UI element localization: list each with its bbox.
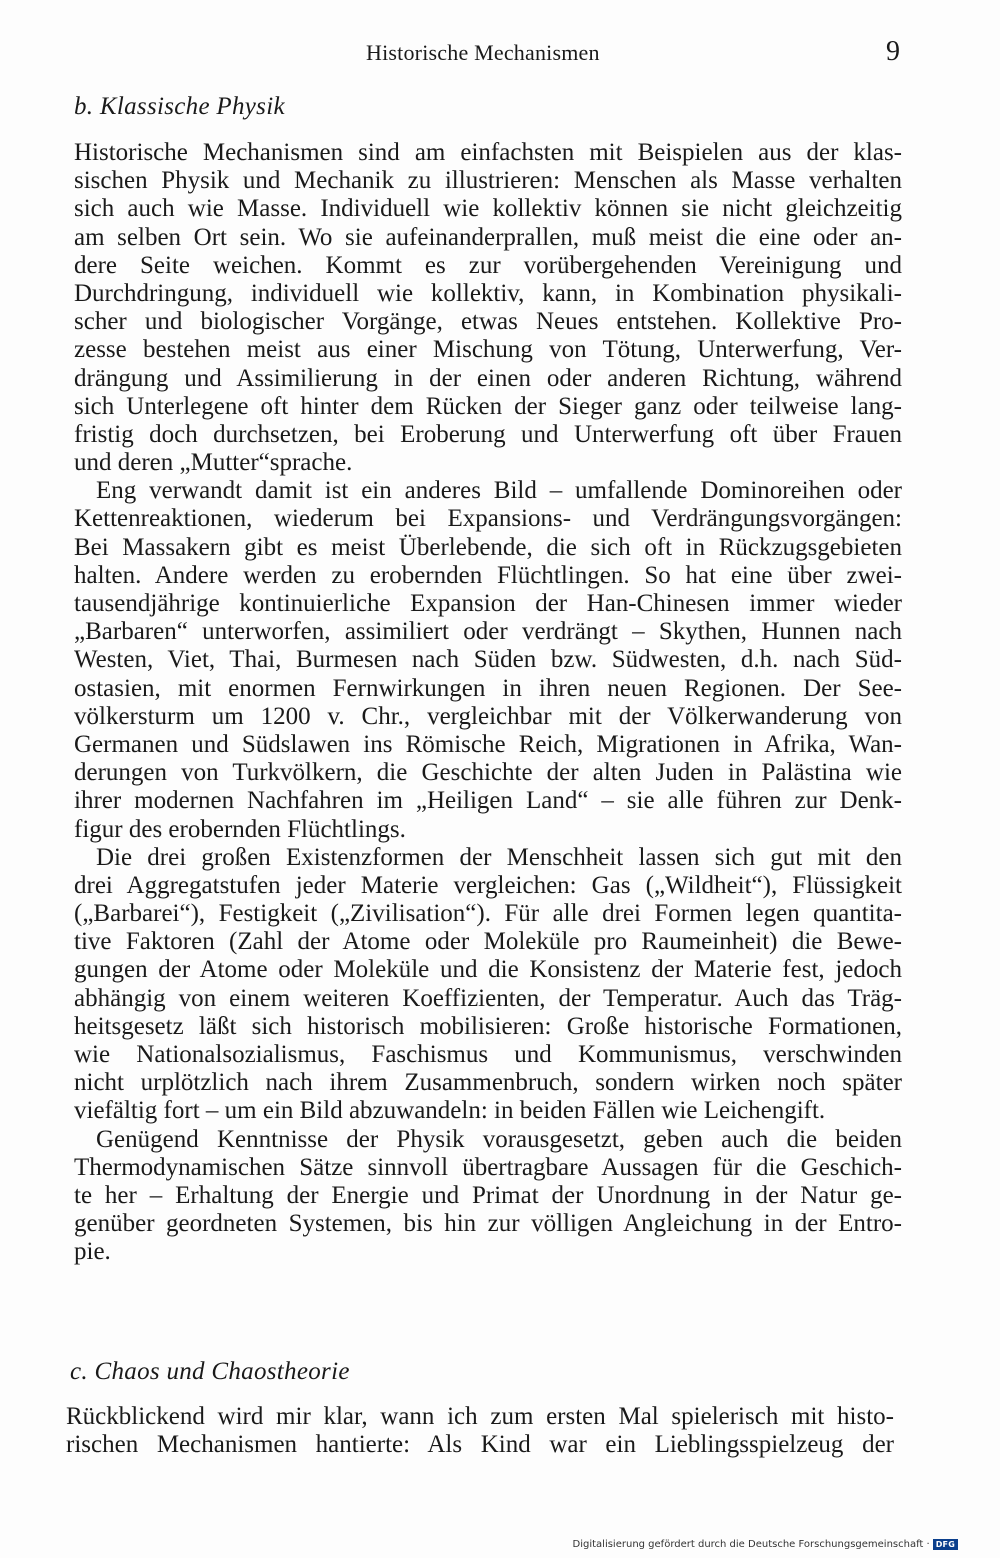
text-line: und deren „Mutter“sprache.: [74, 449, 353, 477]
page-number: 9: [886, 36, 900, 67]
text-line: ihrer modernen Nachfahren im „Heiligen Land“ – sie alle führen zur Denk-: [74, 787, 902, 815]
text-line: tausendjährige kontinuierliche Expansion der Han-Chinesen immer wieder: [74, 590, 902, 617]
text-line: halten. Andere werden zu erobernden Flüchtlingen. So hat eine über zwei-: [74, 561, 902, 589]
text-line: Bei Massakern gibt es meist Überlebende, die sich oft in Rückzugsgebieten: [74, 533, 902, 561]
text-line: scher und biologischer Vorgänge, etwas Neues entstehen. Kollektive Pro-: [74, 308, 902, 336]
text-line: zesse bestehen meist aus einer Mischung von Tötung, Unterwerfung, Ver-: [74, 336, 902, 364]
text-line: dere Seite weichen. Kommt es zur vorübergehenden Vereinigung und: [74, 251, 902, 279]
text-line: „Barbaren“ unterworfen, assimiliert oder verdrängt – Skythen, Hunnen nach: [74, 618, 902, 646]
text-line: Kettenreaktionen, wiederum bei Expansions- und Verdrängungsvorgängen:: [74, 505, 902, 533]
running-header: [0, 36, 972, 68]
section-c-body: [66, 1403, 894, 1459]
footer-text: Digitalisierung gefördert durch die Deutsche Forschungsgemeinschaft ·: [572, 1539, 930, 1550]
text-line: sischen Physik und Mechanik zu illustrieren: Menschen als Masse verhalten: [74, 167, 902, 195]
text-line: nicht urplötzlich nach ihrem Zusammenbruch, sondern wirken noch später: [74, 1069, 902, 1097]
text-line: sich auch wie Masse. Individuell wie kollektiv können sie nicht gleichzeitig: [74, 195, 902, 223]
text-line: Genügend Kenntnisse der Physik vorausgesetzt, geben auch die beiden: [96, 1125, 902, 1153]
text-line: fristig doch durchsetzen, bei Eroberung und Unterwerfung oft über Frauen: [74, 420, 902, 448]
text-line: heitsgesetz läßt sich historisch mobilisieren: Große historische Formationen,: [74, 1012, 902, 1040]
text-line: Durchdringung, individuell wie kollektiv, kann, in Kombination physikali-: [74, 279, 902, 307]
text-line: derungen von Turkvölkern, die Geschichte der alten Juden in Palästina wie: [74, 759, 902, 787]
text-line: Historische Mechanismen sind am einfachsten mit Beispielen aus der klas-: [74, 139, 902, 166]
dfg-logo: DFG: [933, 1539, 958, 1550]
text-line: Germanen und Südslawen ins Römische Reich, Migrationen in Afrika, Wan-: [74, 730, 902, 758]
section-heading-c: c. Chaos und Chaostheorie: [70, 1358, 350, 1385]
text-line: viefältig fort – um ein Bild abzuwandeln: in beiden Fällen wie Leichengift.: [74, 1097, 826, 1125]
text-line: Westen, Viet, Thai, Burmesen nach Süden bzw. Südwesten, d.h. nach Süd-: [74, 646, 902, 674]
text-line: drängung und Assimilierung in der einen oder anderen Richtung, während: [74, 364, 902, 392]
text-line: gungen der Atome oder Moleküle und die Konsistenz der Materie fest, jedoch: [74, 956, 902, 984]
text-line: wie Nationalsozialismus, Faschismus und Kommunismus, verschwinden: [74, 1041, 902, 1068]
text-line: ostasien, mit enormen Fernwirkungen in ihren neuen Regionen. Der See-: [74, 674, 902, 702]
text-line: am selben Ort sein. Wo sie aufeinanderprallen, muß meist die eine oder an-: [74, 223, 902, 251]
text-line: sich Unterlegene oft hinter dem Rücken der Sieger ganz oder teilweise lang-: [74, 392, 902, 420]
text-line: pie.: [74, 1238, 111, 1266]
text-line: Eng verwandt damit ist ein anderes Bild – umfallende Dominoreihen oder: [96, 477, 902, 505]
running-title: Historische Mechanismen: [366, 40, 600, 65]
text-line: genüber geordneten Systemen, bis hin zur völligen Angleichung in der Entro-: [74, 1210, 902, 1238]
text-line: figur des erobernden Flüchtlings.: [74, 815, 406, 843]
text-line: rischen Mechanismen hantierte: Als Kind war ein Lieblingsspielzeug der: [66, 1431, 894, 1459]
text-line: tive Faktoren (Zahl der Atome oder Moleküle pro Raumeinheit) die Bewe-: [74, 928, 902, 956]
text-line: te her – Erhaltung der Energie und Primat der Unordnung in der Natur ge-: [74, 1181, 902, 1209]
text-line: Rückblickend wird mir klar, wann ich zum ersten Mal spielerisch mit histo-: [66, 1403, 894, 1430]
text-line: völkersturm um 1200 v. Chr., vergleichbar mit der Völkerwanderung von: [74, 702, 902, 730]
text-line: abhängig von einem weiteren Koeffizienten, der Temperatur. Auch das Träg-: [74, 984, 902, 1012]
text-line: drei Aggregatstufen jeder Materie vergleichen: Gas („Wildheit“), Flüssigkeit: [74, 871, 902, 899]
text-line: Thermodynamischen Sätze sinnvoll übertragbare Aussagen für die Geschich-: [74, 1153, 902, 1181]
section-heading-b: b. Klassische Physik: [74, 93, 285, 120]
digitization-footer: [573, 1539, 958, 1550]
section-b-body: [74, 139, 902, 1267]
text-line: („Barbarei“), Festigkeit („Zivilisation“). Für alle drei Formen legen quantita-: [74, 900, 902, 928]
text-line: Die drei großen Existenzformen der Menschheit lassen sich gut mit den: [96, 843, 902, 871]
